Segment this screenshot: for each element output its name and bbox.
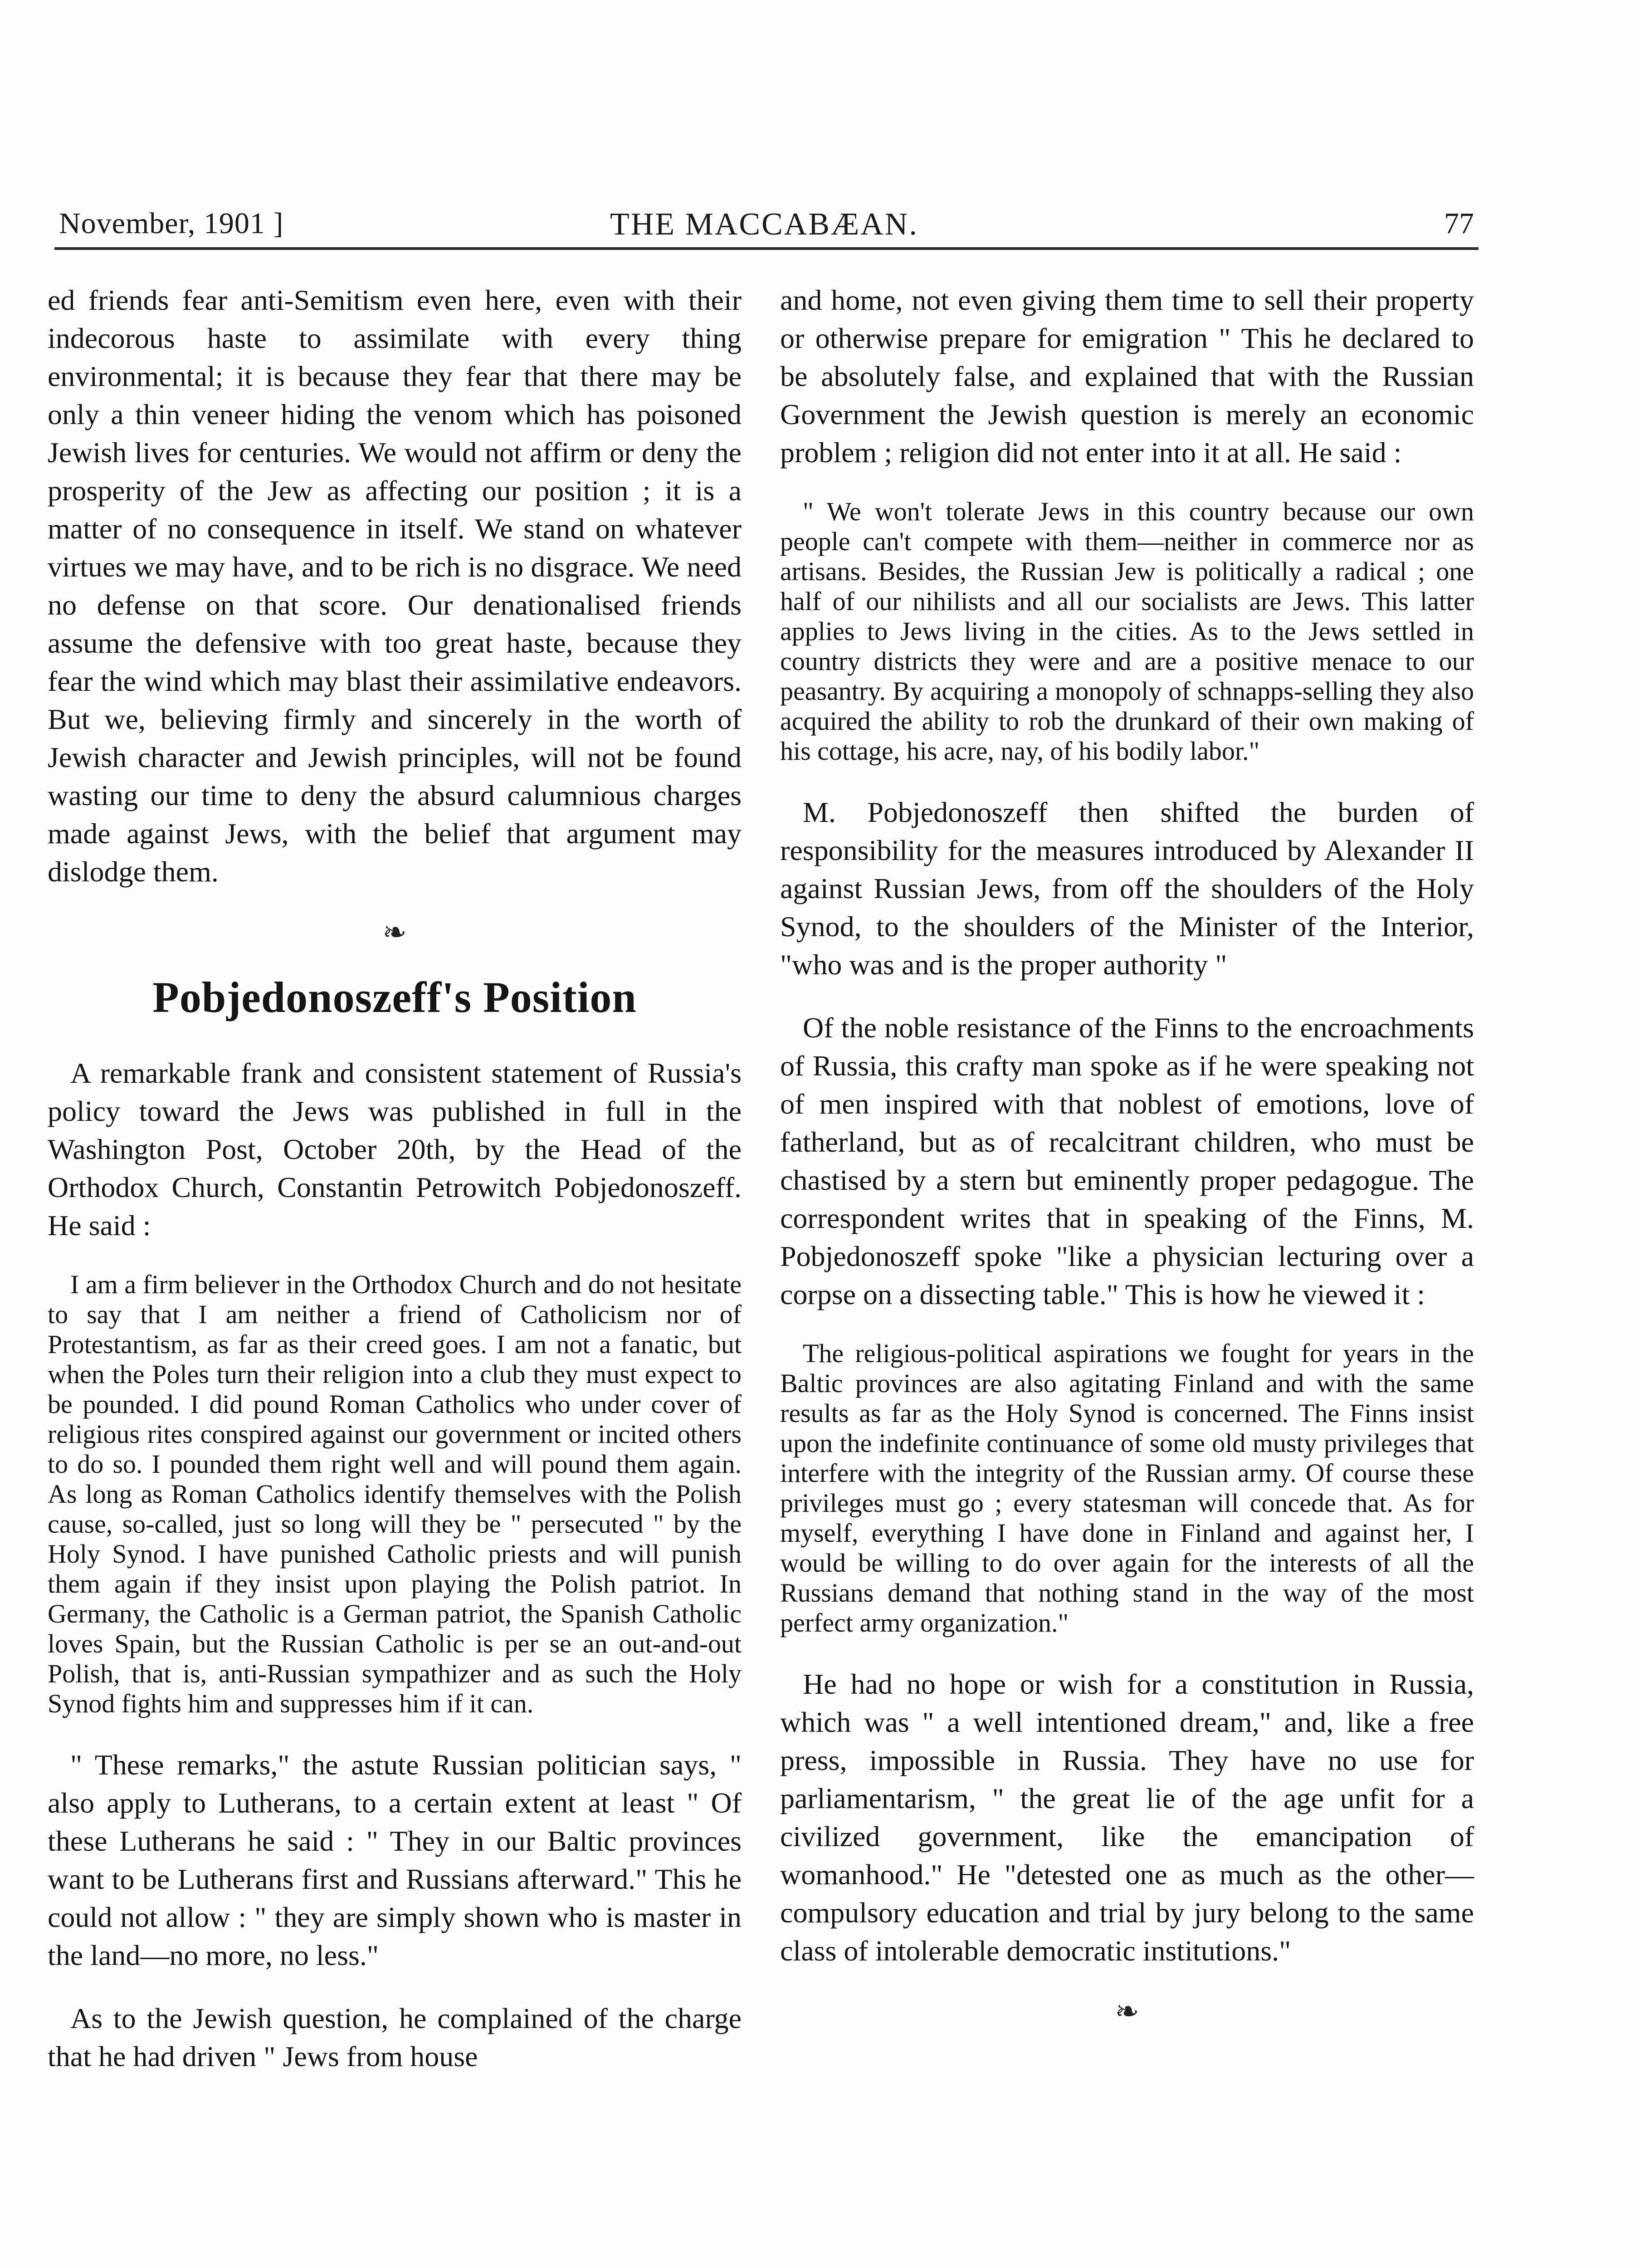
ornament-icon: ❧ — [382, 916, 407, 948]
paragraph: He had no hope or wish for a constitution in Russia, which was " a well intentioned dream," and, like a free press, impossible in Russia. They have no use for parliamentarism, " the great lie of the age unfit for a civilized government, like the emancipation of womanhood." He "detested one as much as the other—compulsory education and trial by jury belong to the same class of intolerable democratic institutions." — [780, 1668, 1474, 1967]
paragraph: and home, not even giving them time to sell their property or otherwise prepare for emigration " This he declared to be absolutely false, and explained that with the Russian Government the Jewish question is merely an economic problem ; religion did not enter into it at all. He said : — [780, 284, 1474, 469]
header-date: November, 1901 ] — [59, 207, 284, 240]
right-column — [780, 281, 1474, 2051]
page-number: 77 — [1444, 207, 1474, 240]
paragraph: ed friends fear anti-Semitism even here, even with their indecorous haste to assimilate with every thing environmental; it is because they fear that there may be only a thin veneer hiding the venom which has poisoned Jewish lives for centuries. We would not affirm or deny the prosperity of the Jew as affecting our position ; it is a matter of no consequence in itself. We stand on whatever virtues we may have, and to be rich is no disgrace. We need no defense on that score. Our denationalised friends assume the defensive with too great haste, because they fear the wind which may blast their assimilative endeavors. But we, believing firmly and sincerely in the worth of Jewish character and Jewish principles, will not be found wasting our time to deny the absurd calumnious charges made against Jews, with the belief that argument may dislodge them. — [48, 284, 742, 888]
paragraph: A remarkable frank and consistent statement of Russia's policy toward the Jews was published in full in the Washington Post, October 20th, by the Head of the Orthodox Church, Constantin Petrowitch Pobjedonoszeff. He said : — [48, 1057, 742, 1242]
block-quote: I am a firm believer in the Orthodox Church and do not hesitate to say that I am neither a friend of Catholicism nor of Protestantism, as far as their creed goes. I am not a fanatic, but when the Poles turn their religion into a club they must expect to be pounded. I did pound Roman Catholics who under cover of religious rites conspired against our government or incited others to do so. I pounded them right well and will pound them again. As long as Roman Catholics identify themselves with the Polish cause, so-called, just so long will they be " persecuted " by the Holy Synod. I have punished Catholic priests and will punish them again if they insist upon playing the Polish patriot. In Germany, the Catholic is a German patriot, the Spanish Catholic loves Spain, but the Russian Catholic is per se an out-and-out Polish, that is, anti-Russian sympathizer and as such the Holy Synod fights him and suppresses him if it can. — [48, 1270, 742, 1718]
left-column — [48, 281, 742, 2101]
header-rule — [54, 247, 1479, 250]
block-quote: " We won't tolerate Jews in this country because our own people can't compete with them—neither in commerce nor as artisans. Besides, the Russian Jew is politically a radical ; one half of our nihilists and all our socialists are Jews. This latter applies to Jews living in the cities. As to the Jews settled in country districts they were and are a positive menace to our peasantry. By acquiring a monopoly of schnapps-selling they also acquired the ability to rob the drunkard of their own making of his cottage, his acre, nay, of his bodily labor." — [780, 497, 1474, 766]
section-title: Pobjedonoszeff's Position — [152, 973, 637, 1022]
header-title: THE MACCABÆAN. — [610, 207, 918, 242]
running-header — [59, 206, 1474, 243]
paragraph: " These remarks," the astute Russian politician says, " also apply to Lutherans, to a certain extent at least " Of these Lutherans he said : " They in our Baltic provinces want to be Lutherans first and Russians afterward." This he could not allow : " they are simply shown who is master in the land—no more, no less." — [48, 1749, 742, 1971]
block-quote: The religious-political aspirations we fought for years in the Baltic provinces are also agitating Finland and with the same results as far as the Holy Synod is concerned. The Finns insist upon the indefinite continuance of some old musty privileges that interfere with the integrity of the Russian army. Of course these privileges must go ; every statesman will concede that. As for myself, everything I have done in Finland and against her, I would be willing to do over again for the interests of all the Russians demand that nothing stand in the way of the most perfect army organization." — [780, 1339, 1474, 1637]
paragraph: Of the noble resistance of the Finns to the encroachments of Russia, this crafty man spoke as if he were speaking not of men inspired with that noblest of emotions, love of fatherland, but as of recalcitrant children, who must be chastised by a stern but eminently proper pedagogue. The correspondent writes that in speaking of the Finns, M. Pobjedonoszeff spoke "like a physician lecturing over a corpse on a dissecting table." This is how he viewed it : — [780, 1012, 1474, 1310]
ornament-icon: ❧ — [1115, 1995, 1139, 2028]
paragraph: M. Pobjedonoszeff then shifted the burden of responsibility for the measures introduced by Alexander II against Russian Jews, from off the shoulders of the Holy Synod, to the shoulders of the Minister of the Interior, "who was and is the proper authority " — [780, 796, 1474, 981]
paragraph: As to the Jewish question, he complained of the charge that he had driven " Jews from house — [48, 2002, 742, 2072]
